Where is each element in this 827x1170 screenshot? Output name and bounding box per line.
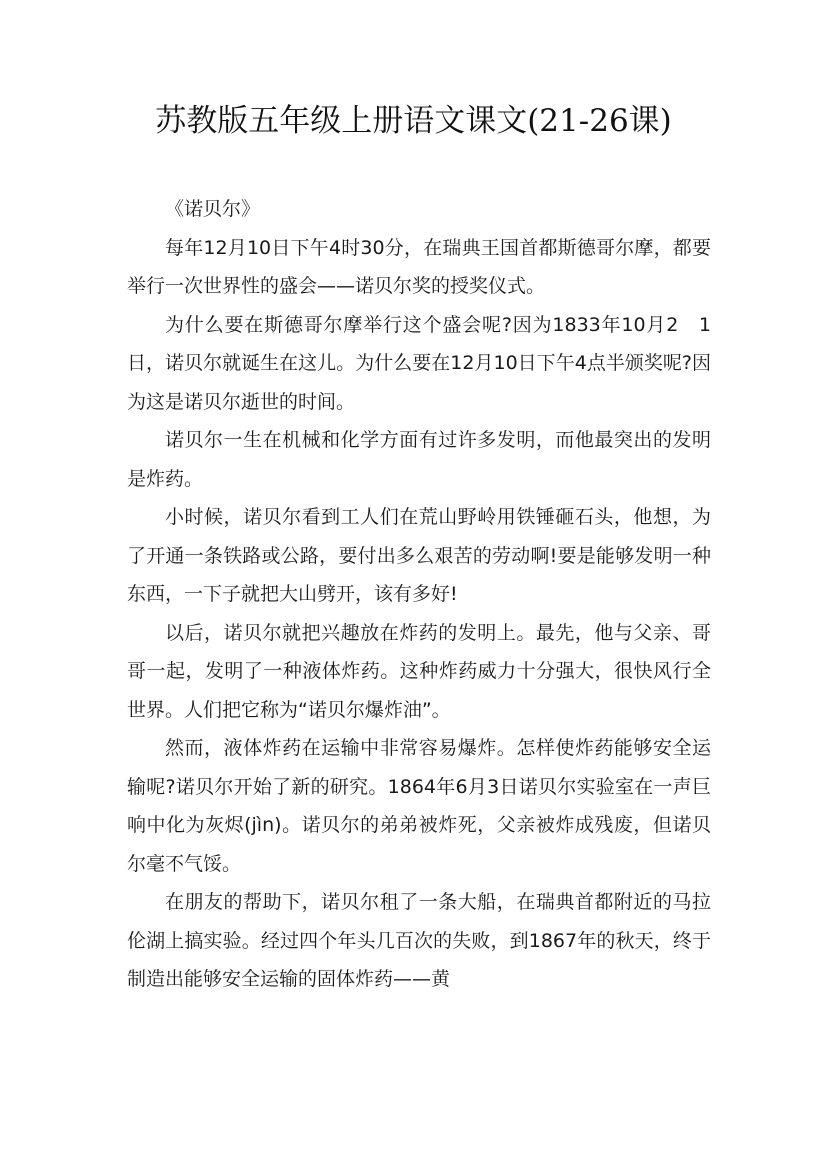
paragraph: 以后，诺贝尔就把兴趣放在炸药的发明上。最先，他与父亲、哥哥一起，发明了一种液体炸药。这种炸药威力十分强大，很快风行全世界。人们把它称为“诺贝尔爆炸油”。: [127, 621, 711, 721]
document-body: [127, 190, 711, 999]
section-heading: 《诺贝尔》: [165, 198, 261, 220]
paragraph: 为什么要在斯德哥尔摩举行这个盛会呢?因为1833年10月2 1日，诺贝尔就诞生在这儿。为什么要在12月10日下午4点半颁奖呢?因为这是诺贝尔逝世的时间。: [127, 313, 711, 413]
paragraph: 小时候，诺贝尔看到工人们在荒山野岭用铁锤砸石头，他想，为了开通一条铁路或公路，要付出多么艰苦的劳动啊!要是能够发明一种东西，一下子就把大山劈开，该有多好!: [127, 506, 711, 605]
paragraph: 每年12月10日下午4时30分，在瑞典王国首都斯德哥尔摩，都要举行一次世界性的盛会——诺贝尔奖的授奖仪式。: [127, 236, 711, 297]
document-title: 苏教版五年级上册语文课文(21-26课): [155, 103, 672, 139]
paragraph: 在朋友的帮助下，诺贝尔租了一条大船，在瑞典首都附近的马拉伦湖上搞实验。经过四个年头几百次的失败，到1867年的秋天，终于制造出能够安全运输的固体炸药——黄: [127, 891, 711, 990]
paragraph: 诺贝尔一生在机械和化学方面有过许多发明，而他最突出的发明是炸药。: [127, 429, 711, 490]
paragraph: 然而，液体炸药在运输中非常容易爆炸。怎样使炸药能够安全运输呢?诺贝尔开始了新的研究。1864年6月3日诺贝尔实验室在一声巨响中化为灰烬(jìn)。诺贝尔的弟弟被炸死，父亲被炸成残废，但诺贝尔毫不气馁。: [127, 737, 711, 875]
